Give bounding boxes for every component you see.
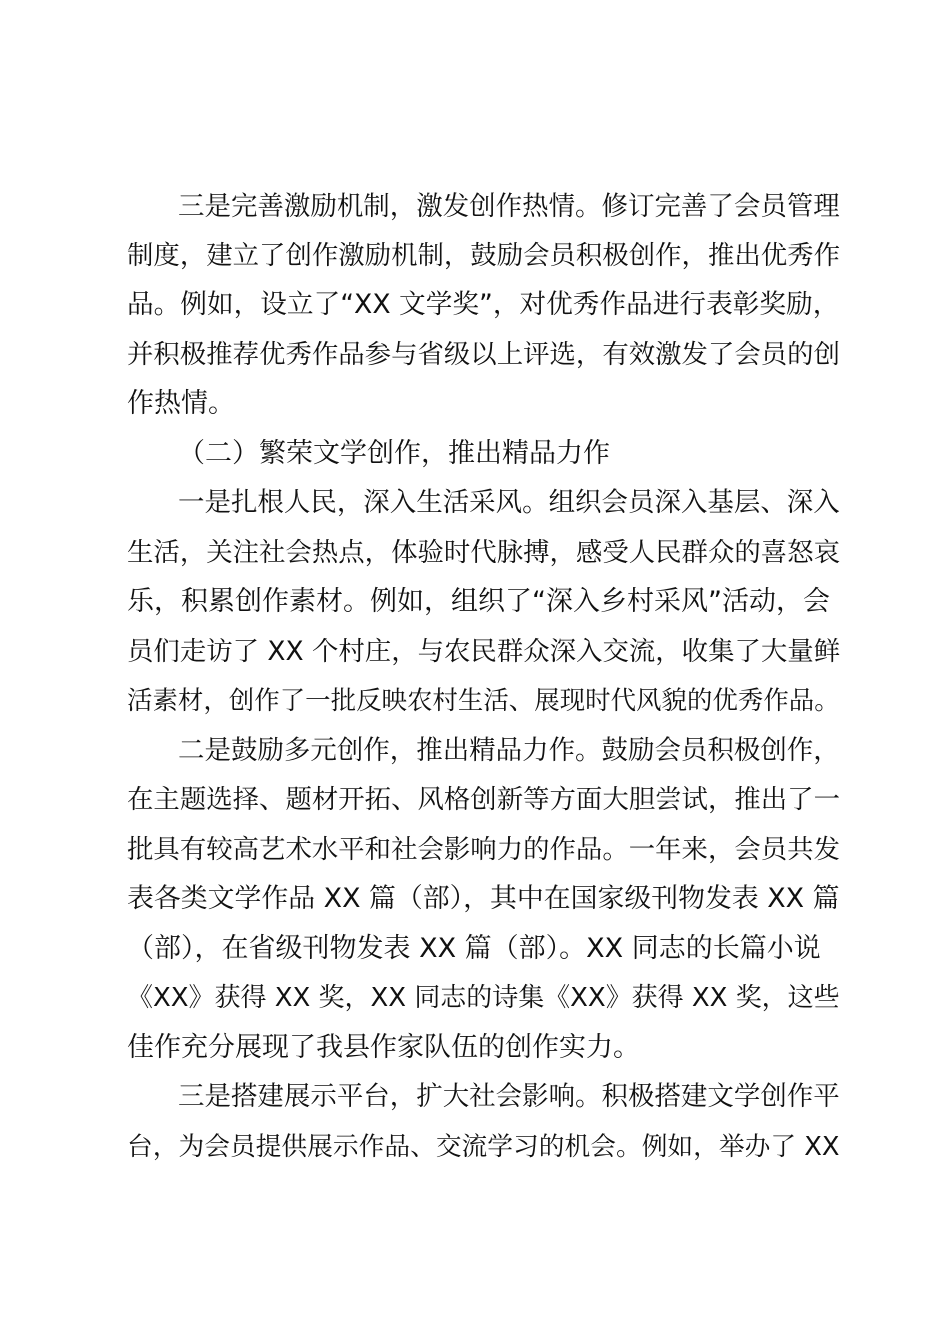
text-line: 并积极推荐优秀作品参与省级以上评选，有效激发了会员的创 (127, 339, 840, 370)
text-line: 乐，积累创作素材。例如，组织了“深入乡村采风”活动，会 (127, 586, 830, 617)
text-line: 二是鼓励多元创作，推出精品力作。鼓励会员积极创作， (178, 735, 840, 766)
text-line: 生活，关注社会热点，体验时代脉搏，感受人民群众的喜怒哀 (127, 537, 840, 568)
text-line: 员们走访了 XX 个村庄，与农民群众深入交流，收集了大量鲜 (127, 636, 841, 667)
text-line: 在主题选择、题材开拓、风格创新等方面大胆尝试，推出了一 (127, 784, 840, 815)
text-line: 活素材，创作了一批反映农村生活、展现时代风貌的优秀作品。 (127, 686, 840, 716)
text-line: 作热情。 (127, 388, 235, 419)
text-line: （部），在省级刊物发表 XX 篇（部）。XX 同志的长篇小说 (127, 933, 821, 964)
section-heading: （二）繁荣文学创作，推出精品力作 (178, 438, 610, 469)
text-line: 批具有较高艺术水平和社会影响力的作品。一年来，会员共发 (127, 834, 840, 865)
text-line: 一是扎根人民，深入生活采风。组织会员深入基层、深入 (178, 487, 840, 518)
text-line: 三是完善激励机制，激发创作热情。修订完善了会员管理 (178, 191, 840, 222)
text-line: 制度，建立了创作激励机制，鼓励会员积极创作，推出优秀作 (127, 240, 840, 271)
text-line: 佳作充分展现了我县作家队伍的创作实力。 (127, 1032, 640, 1063)
text-line: 台，为会员提供展示作品、交流学习的机会。例如，举办了 XX (127, 1132, 840, 1162)
text-line: 《XX》获得 XX 奖，XX 同志的诗集《XX》获得 XX 奖，这些 (127, 983, 840, 1013)
text-line: 表各类文学作品 XX 篇（部），其中在国家级刊物发表 XX 篇 (127, 883, 840, 914)
text-line: 品。例如，设立了“XX 文学奖”，对优秀作品进行表彰奖励， (127, 289, 840, 320)
text-line: 三是搭建展示平台，扩大社会影响。积极搭建文学创作平 (178, 1081, 840, 1112)
